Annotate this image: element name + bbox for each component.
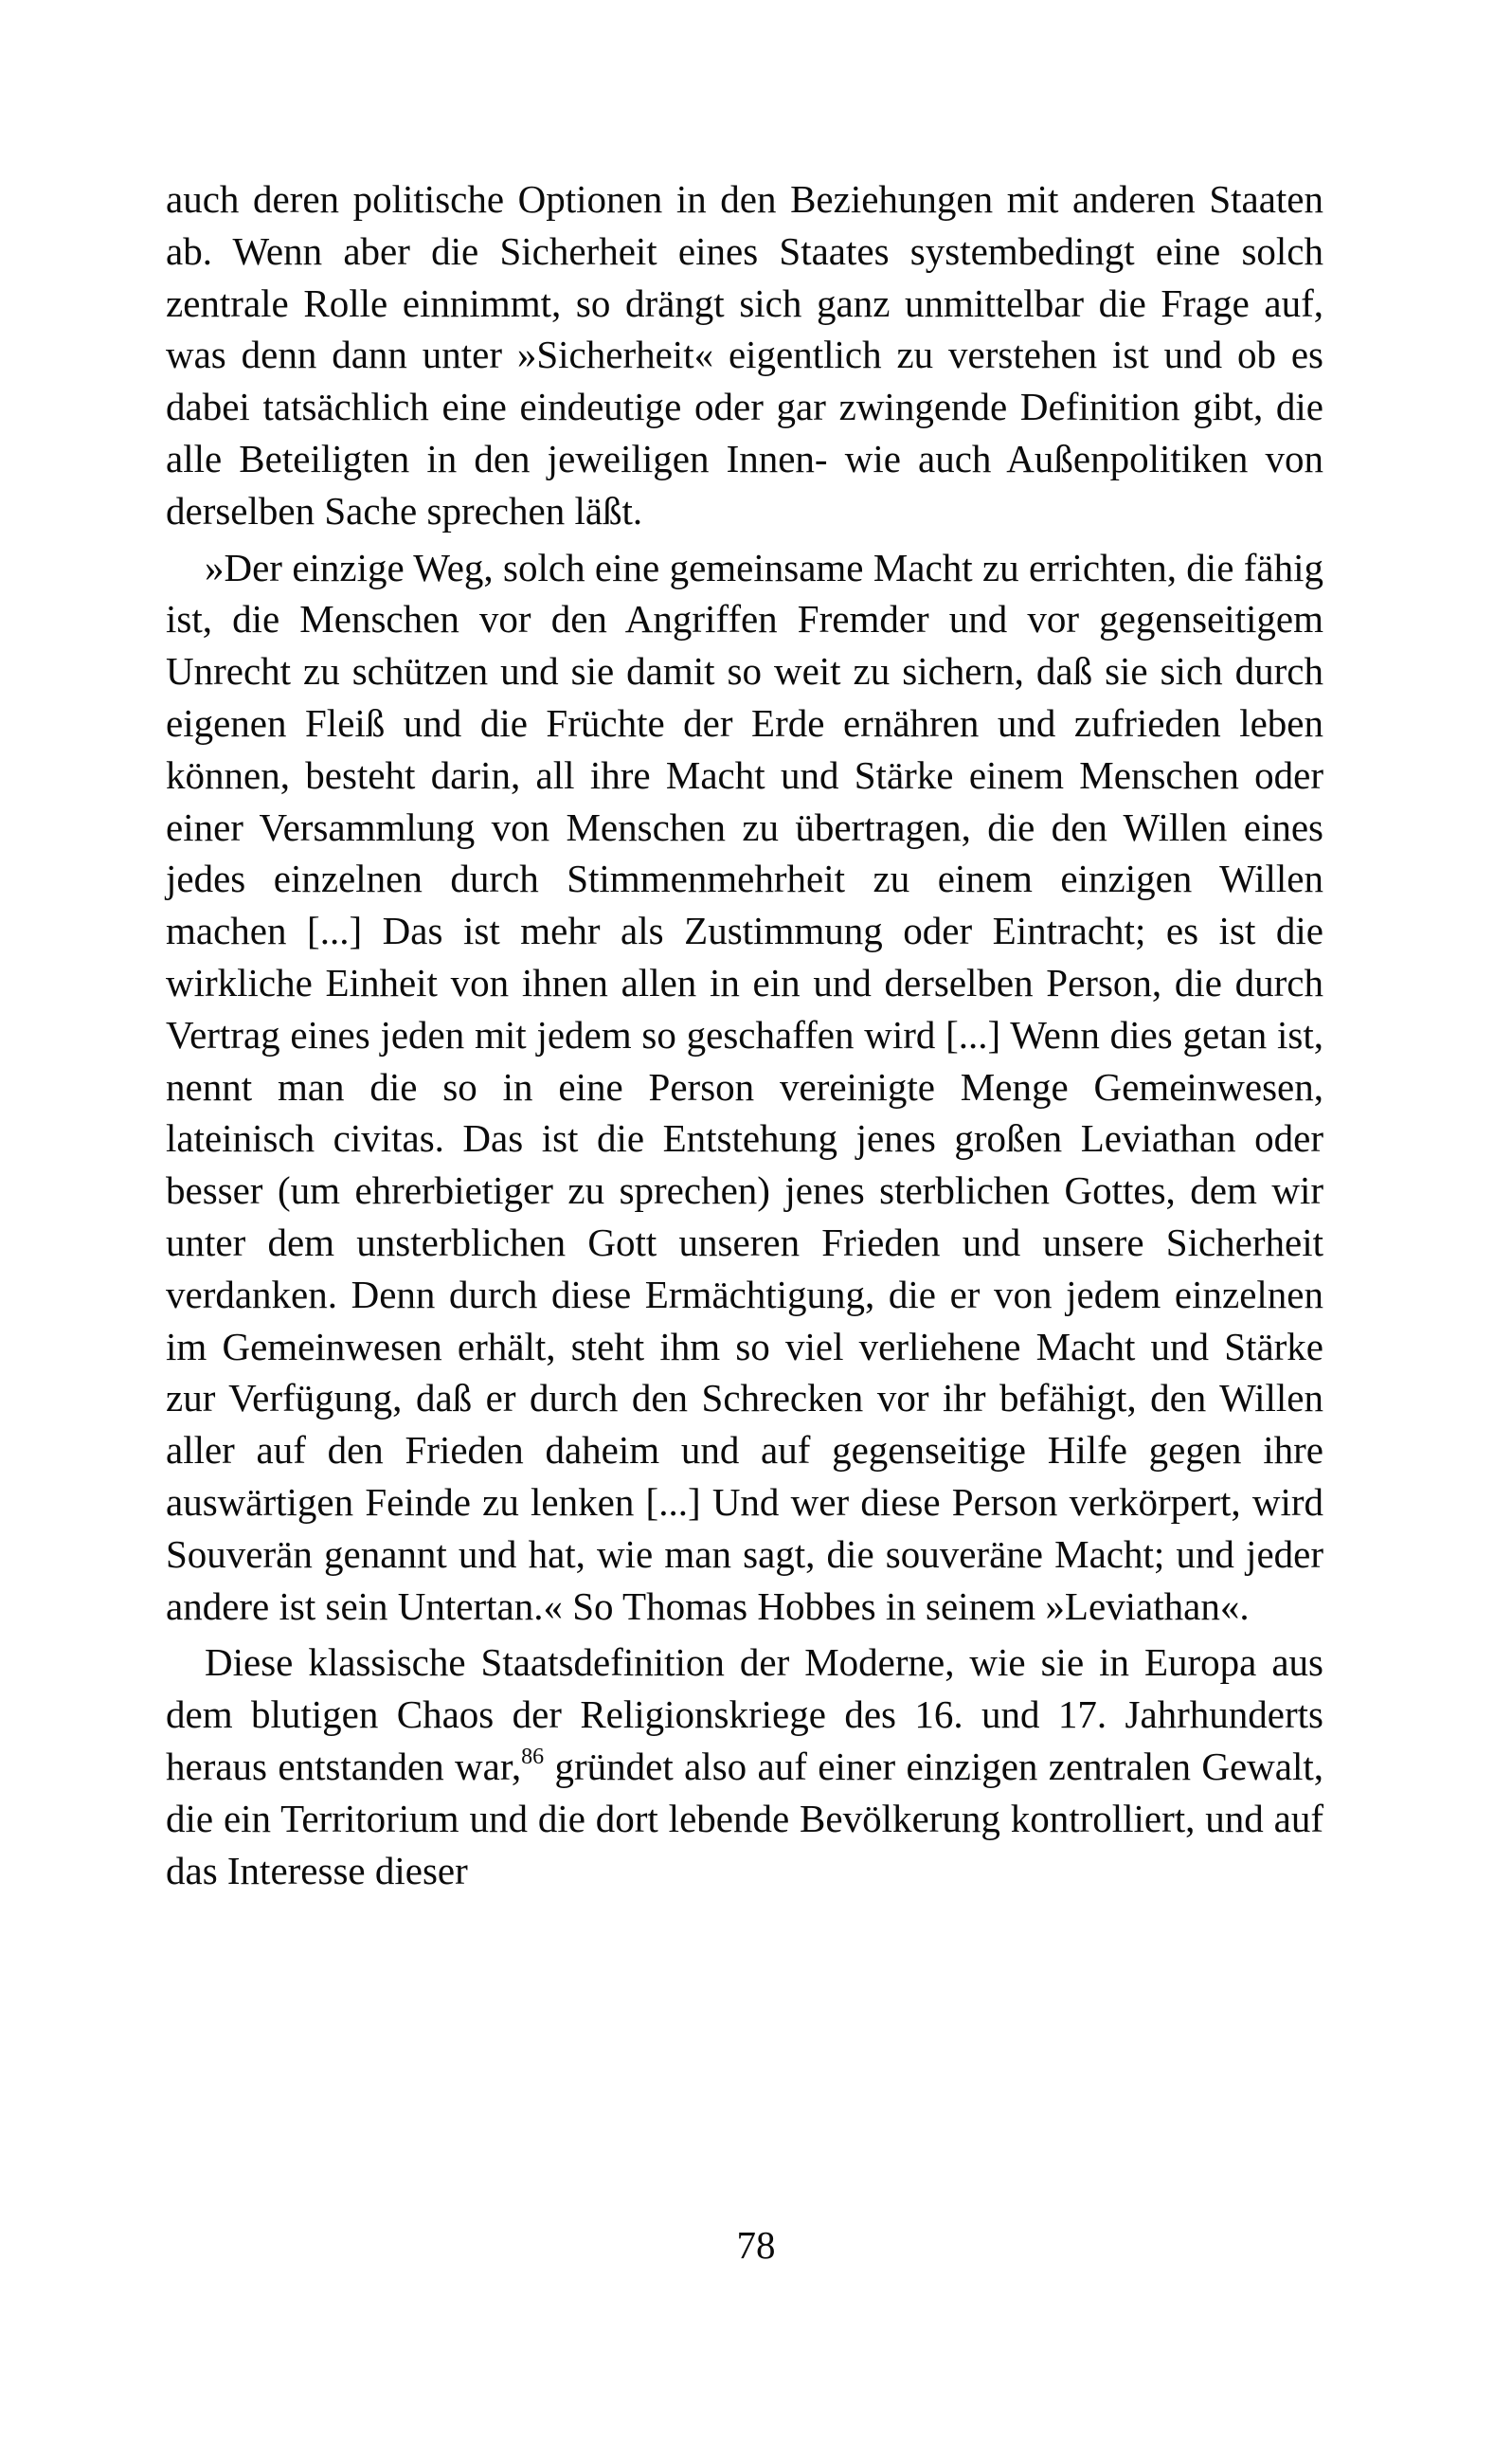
page-number: 78 [736,2223,776,2267]
paragraph-security-question: auch deren politische Optionen in den Beziehungen mit anderen Staaten ab. Wenn aber die Sicherheit eines Staates systembedingt eine solch zentrale Rolle einnimmt, so drängt sich ganz unmittelbar die Frage auf, was denn dann unter »Sicherheit« eigentlich zu verstehen ist und ob es dabei tatsächlich eine eindeutige oder gar zwingende Definition gibt, die alle Beteiligten in den jeweiligen Innen- wie auch Außenpolitiken von derselben Sache sprechen läßt. [166,177,1323,533]
body-text [166,173,1323,1896]
paragraph-text-before-note: Diese klassische Staatsdefinition der Moderne, wie sie in Europa aus dem blutigen Chaos der Religionskriege des 16. und 17. Jahrhunderts heraus entstanden war, [166,1640,1323,1788]
paragraph-text-after-note: gründet also auf einer einzigen zentralen Gewalt, die ein Territorium und die dort lebende Bevölkerung kontrolliert, und auf das Interesse dieser [166,1744,1324,1892]
footnote-marker: 86 [521,1744,545,1769]
paragraph-hobbes-quote: »Der einzige Weg, solch eine gemeinsame Macht zu errichten, die fähig ist, die Menschen vor den Angriffen Fremder und vor gegenseitigem Unrecht zu schützen und sie damit so weit zu sichern, daß sie sich durch eigenen Fleiß und die Früchte der Erde ernähren und zufrieden leben können, besteht darin, all ihre Macht und Stärke einem Menschen oder einer Versammlung von Menschen zu übertragen, die den Willen eines jedes einzelnen durch Stimmenmehrheit zu einem einzigen Willen machen [...] Das ist mehr als Zustimmung oder Eintracht; es ist die wirkliche Einheit von ihnen allen in ein und derselben Person, die durch Vertrag eines jeden mit jedem so geschaffen wird [...] Wenn dies getan ist, nennt man die so in eine Person vereinigte Menge Gemeinwesen, lateinisch civitas. Das ist die Entstehung jenes großen Leviathan oder besser (um ehrerbietiger zu sprechen) jenes sterblichen Gottes, dem wir unter dem unsterblichen Gott unseren Frieden und unsere Sicherheit verdanken. Denn durch diese Ermächtigung, die er von jedem einzelnen im Gemeinwesen erhält, steht ihm so viel verliehene Macht und Stärke zur Verfügung, daß er durch den Schrecken vor ihr befähigt, den Willen aller auf den Frieden daheim und auf gegenseitige Hilfe gegen ihre auswärtigen Feinde zu lenken [...] Und wer diese Person verkörpert, wird Souverän genannt und hat, wie man sagt, die souveräne Macht; und jeder andere ist sein Untertan.« So Thomas Hobbes in seinem »Leviathan«. [166,545,1323,1628]
paragraph-state-definition [166,1637,1323,1896]
